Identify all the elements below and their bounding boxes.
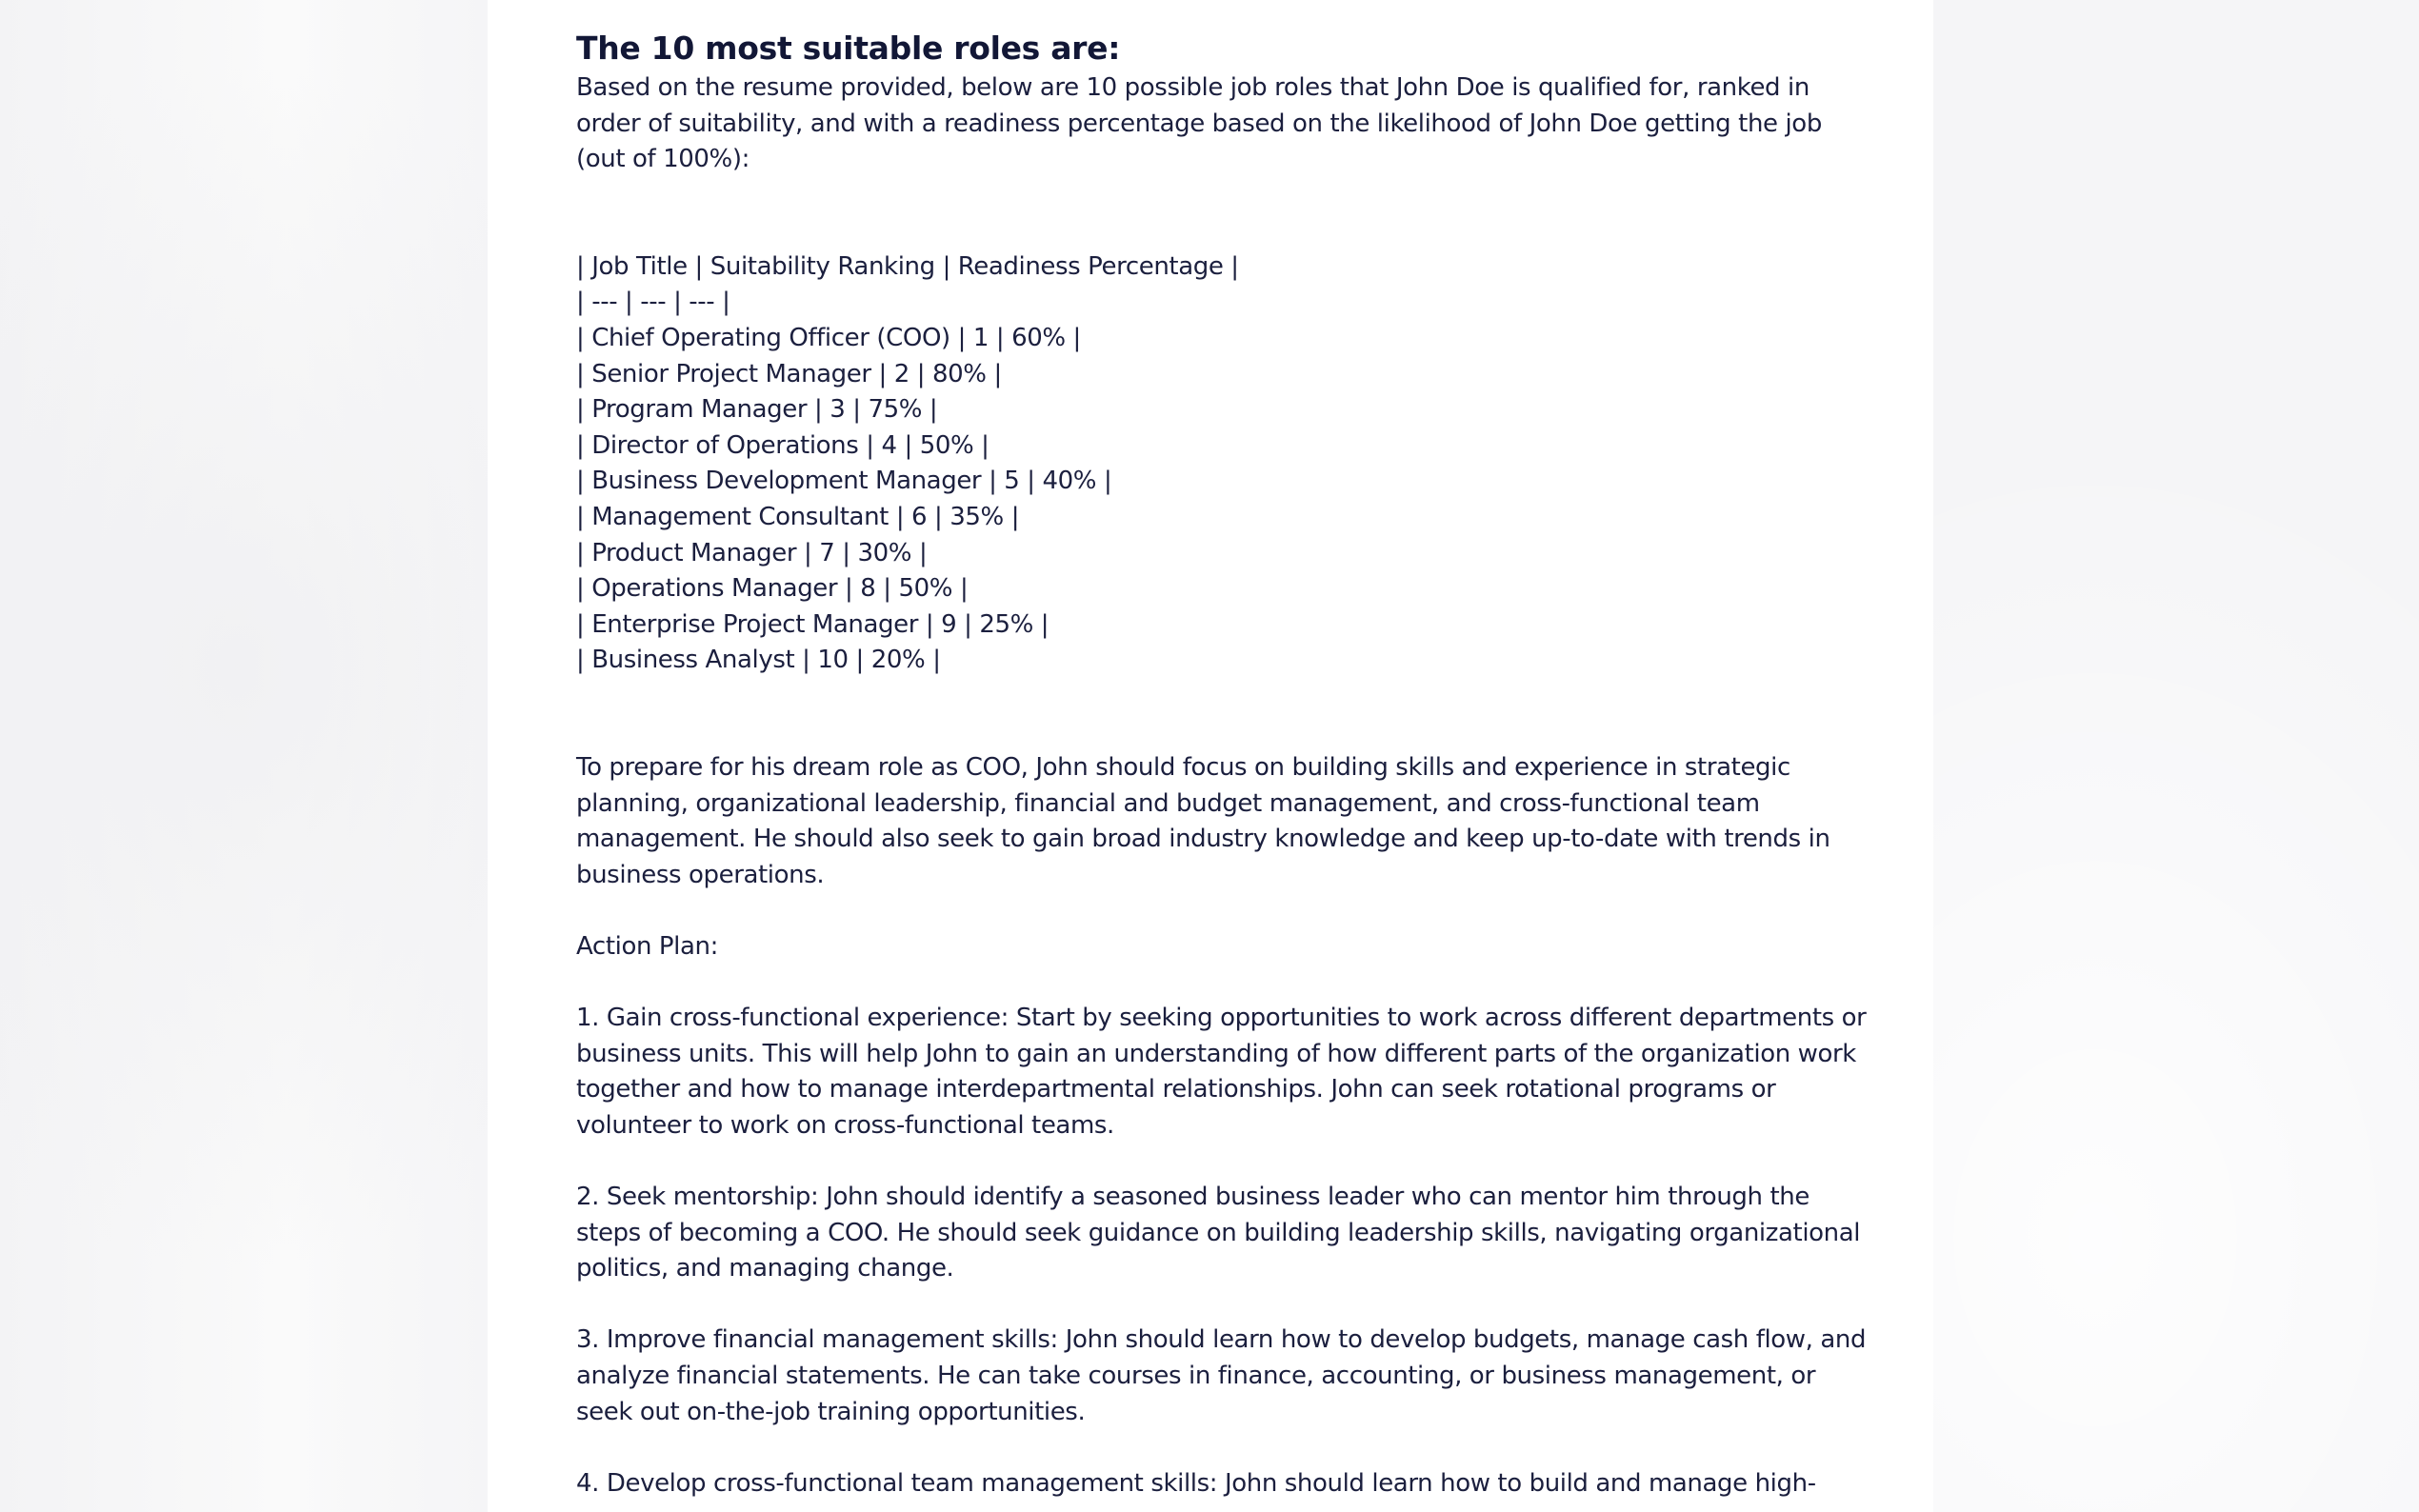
spacer [576, 1144, 1871, 1180]
table-line-header: | Job Title | Suitability Ranking | Readiness Percentage | [576, 251, 1239, 281]
table-line-separator: | --- | --- | --- | [576, 288, 730, 317]
action-step-4: 4. Develop cross-functional team management skills: John should learn how to build and manage high- [576, 1468, 1816, 1498]
section-title: The 10 most suitable roles are: [576, 30, 1121, 67]
document-content [576, 27, 1871, 1502]
table-line-row: | Management Consultant | 6 | 35% | [576, 502, 1020, 531]
document-page [488, 0, 1933, 1512]
roles-table-text [576, 249, 1871, 679]
spacer [576, 965, 1871, 1001]
intro-paragraph: Based on the resume provided, below are 10 possible job roles that John Doe is qualified for, ranked in order of suitability, and with a readiness percentage based on the likelihood of John Doe getting the job (out of 100%): [576, 73, 1822, 174]
table-line-row: | Director of Operations | 4 | 50% | [576, 430, 990, 460]
table-line-row: | Enterprise Project Manager | 9 | 25% | [576, 609, 1050, 639]
table-line-row: | Program Manager | 3 | 75% | [576, 395, 938, 425]
table-line-row: | Senior Project Manager | 2 | 80% | [576, 359, 1002, 388]
spacer [576, 178, 1871, 249]
action-step-1: 1. Gain cross-functional experience: Start by seeking opportunities to work across different departments or business units. This will help John to gain an understanding of how different parts of the organization work together and how to manage interdepartmental relationships. John can seek rotational programs or volunteer to work on cross-functional teams. [576, 1004, 1867, 1140]
action-plan-label: Action Plan: [576, 931, 718, 961]
table-line-row: | Product Manager | 7 | 30% | [576, 538, 928, 567]
table-line-row: | Business Development Manager | 5 | 40% | [576, 467, 1112, 496]
table-line-row: | Chief Operating Officer (COO) | 1 | 60% | [576, 323, 1081, 352]
table-line-row: | Business Analyst | 10 | 20% | [576, 646, 941, 675]
table-line-row: | Operations Manager | 8 | 50% | [576, 574, 969, 604]
prep-paragraph: To prepare for his dream role as COO, John should focus on building skills and experience in strategic planning, organizational leadership, financial and budget management, and cross-functional team management. He should also seek to gain broad industry knowledge and keep up-to-date with trends in business operations. [576, 752, 1830, 889]
spacer [576, 893, 1871, 929]
action-step-3: 3. Improve financial management skills: John should learn how to develop budgets, manage cash flow, and analyze financial statements. He can take courses in finance, accounting, or business management, or seek out on-the-job training opportunities. [576, 1325, 1867, 1426]
action-step-2: 2. Seek mentorship: John should identify a seasoned business leader who can mentor him through the steps of becoming a COO. He should seek guidance on building leadership skills, navigating organizational politics, and managing change. [576, 1183, 1861, 1283]
spacer [576, 679, 1871, 750]
spacer [576, 1430, 1871, 1466]
spacer [576, 1287, 1871, 1323]
